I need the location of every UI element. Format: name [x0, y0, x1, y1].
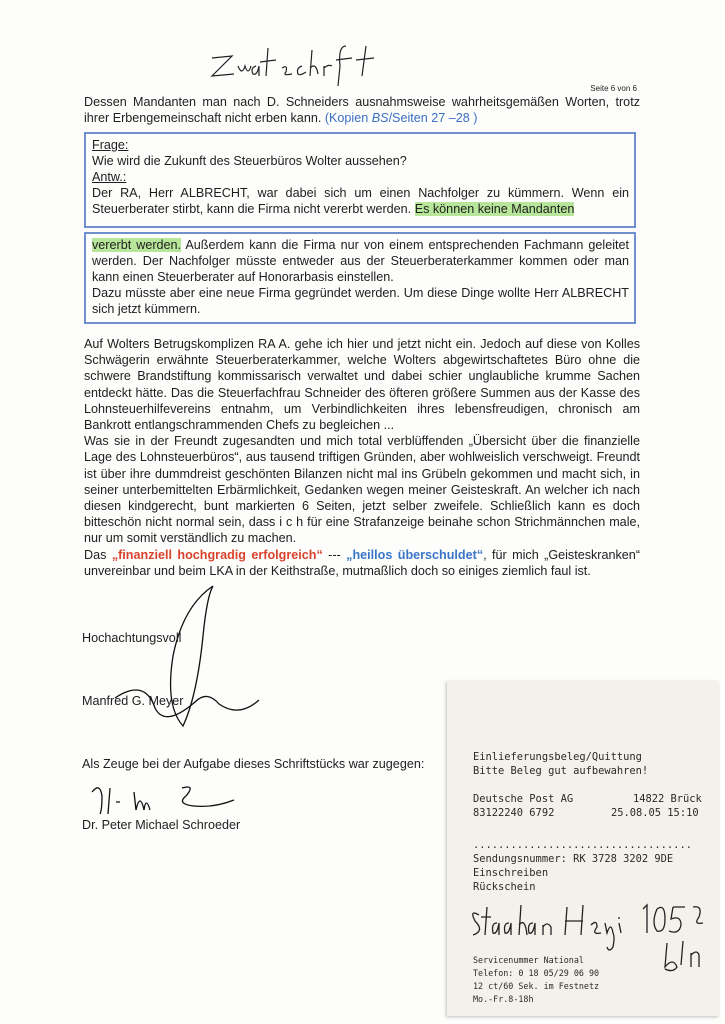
body-paragraph-3: Das „finanziell hochgradig erfolgreich“ --- „heillos überschuldet“, für mich „Geisteskranken“ unvereinbar und beim LKA in der Keithstraße, mutmaßlich doch so einiges ziemlich faul ist.	[84, 547, 641, 578]
qa-box-bottom	[84, 232, 636, 324]
receipt-datetime: 25.08.05 15:10	[611, 807, 699, 819]
receipt-id-numbers: 83122240 6792	[473, 807, 555, 819]
body-paragraph-1: Auf Wolters Betrugskomplizen RA A. gehe ich hier und jetzt nicht ein. Jedoch auf diese von Kolles Schwägerin erwähnte Steuerberaterkammer, welche Wolters abgewirtschaftetes Büro ohne die schwere Brandstiftung kommissarisch verwaltet und dabei schier unglaubliche krumme Sachen entdeckt hätte. Das die Steuerfachfrau Schneider des öfteren größere Summen aus der Kasse des Lohnsteuerhilfevereins entnahm, um Verbindlichkeiten ihres lebensfreudigen, chronisch am Bankrott entlangschrammenden Chefs zu begleichen ...	[84, 337, 640, 433]
page-number: Seite 6 von 6	[590, 84, 637, 93]
witness-name: Dr. Peter Michael Schroeder	[82, 818, 241, 832]
highlight-mark: Es können keine Mandanten	[414, 202, 575, 216]
receipt-subtitle: Bitte Beleg gut aufbewahren!	[473, 765, 649, 777]
highlight-mark-continued: vererbt werden.	[92, 238, 182, 252]
answer-text-final: Dazu müsste aber eine neue Firma gegründet werden. Um diese Dinge wollte Herr ALBRECHT sich jetzt kümmern.	[92, 286, 629, 316]
answer-label: Antw.:	[92, 170, 127, 184]
receipt-type-return: Rückschein	[473, 881, 536, 893]
question-text: Wie wird die Zukunft des Steuerbüros Wolter aussehen?	[92, 154, 407, 168]
receipt-company: Deutsche Post AG	[473, 793, 574, 805]
postal-receipt	[447, 681, 719, 1016]
receipt-location: 14822 Brück	[633, 793, 702, 805]
receipt-divider: ...................................	[473, 839, 692, 851]
signature-main	[95, 578, 270, 738]
qa-box-top	[84, 132, 636, 228]
handwritten-note	[198, 40, 398, 90]
receipt-title: Einlieferungsbeleg/Quittung	[473, 751, 642, 763]
intro-reference: (Kopien BS/Seiten 27 –28 )	[324, 111, 478, 125]
service-rate: 12 ct/60 Sek. im Festnetz	[473, 981, 600, 991]
question-label: Frage:	[92, 138, 129, 152]
service-hours: Mo.-Fr.8-18h	[473, 994, 534, 1004]
separator: ---	[328, 547, 341, 562]
sender-name: Manfred G. Meyer	[82, 694, 184, 708]
intro-text: Dessen Mandanten man nach D. Schneiders ausnahmsweise wahrheitsgemäßen Worten, trotz ihrer Erbengemeinschaft nicht erben kann.	[84, 95, 640, 125]
intro-paragraph	[84, 94, 640, 126]
service-label: Servicenummer National	[473, 955, 584, 965]
blue-phrase: „heillos überschuldet“	[346, 547, 484, 562]
body-paragraph-2: Was sie in der Freundt zugesandten und mich total verblüffenden „Übersicht über die finanzielle Lage des Lohnsteuerbüros“, aus tausend triftigen Gründen, aber wohlweislich verschweigt. Freundt ist über ihre dummdreist geschönten Bilanzen nicht mal ins Grübeln gekommen und macht sich, in seiner unterbemittelten Erbärmlichkeit, Gedanken wegen meiner Geisteskraft. An welcher ich nach diesen kindgerecht, bunt markierten 6 Seiten, jetzt selber zweifele. Schließlich kann es doch bitteschön nicht normal sein, dass i c h für eine Strafanzeige beinahe schon Strichmännchen male, nur um somit verständlich zu machen.	[84, 434, 640, 546]
service-phone: Telefon: 0 18 05/29 06 90	[473, 968, 600, 978]
witness-signature	[86, 782, 246, 816]
closing-greeting: Hochachtungsvoll	[82, 631, 182, 645]
red-phrase: „finanziell hochgradig erfolgreich“	[111, 547, 323, 562]
receipt-shipment-number: Sendungsnummer: RK 3728 3202 9DE	[473, 853, 674, 865]
answer-text-bottom: vererbt werden. Außerdem kann die Firma nur von einem entsprechenden Fachmann geleitet werden. Der Nachfolger müsste entweder aus der Steuerberaterkammer kommen oder man kann einen Steuerberater auf Honorarbasis einstellen.	[92, 238, 629, 284]
body-text	[84, 336, 640, 579]
receipt-type-registered: Einschreiben	[473, 867, 549, 879]
witness-statement: Als Zeuge bei der Aufgabe dieses Schriftstücks war zugegen:	[82, 757, 425, 771]
answer-text-top: Der RA, Herr ALBRECHT, war dabei sich um einen Nachfolger zu kümmern. Wenn ein Steuerberater stirbt, kann die Firma nicht vererbt werden. Es können keine Mandanten	[92, 186, 629, 216]
